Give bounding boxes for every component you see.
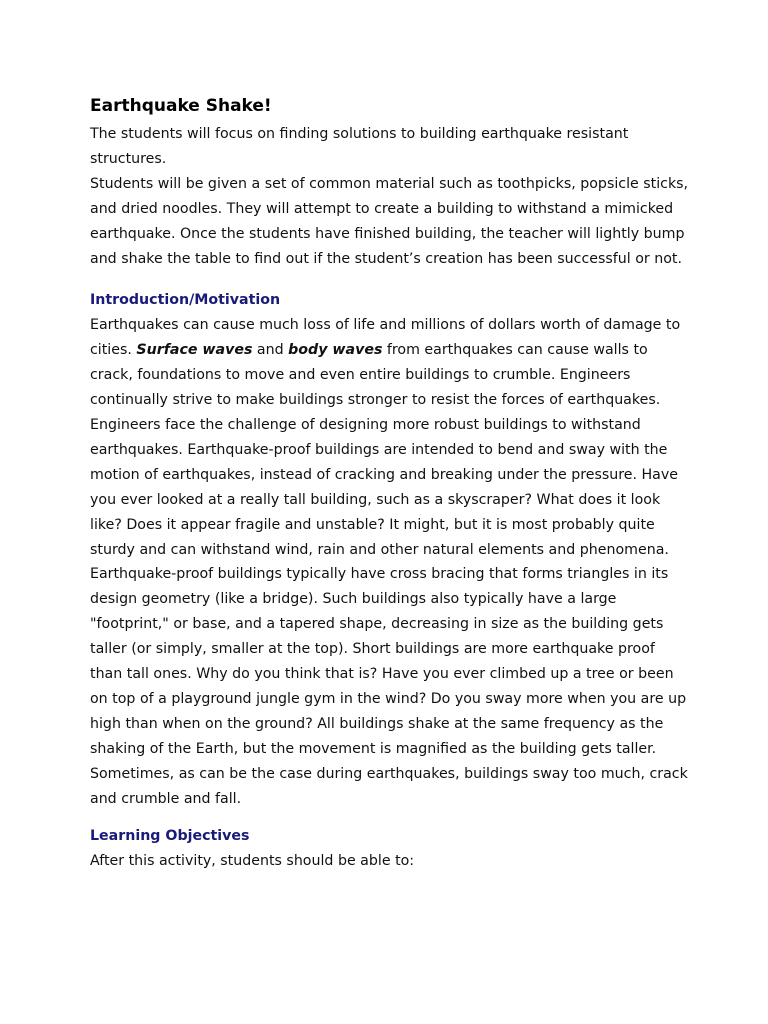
learning-objectives-paragraph: After this activity, students should be able to:: [90, 853, 415, 870]
introduction-paragraph-2: Engineers face the challenge of designing more robust buildings to withstand earthquakes. Earthquake-proof buildings are intended to bend and sway with the motion of earthquakes, instead of cracking and breaking under the pressure. Have you ever looked at a really tall building, such as a skyscraper? What does it look like? Does it appear fragile and unstable? It might, but it is most probably quite sturdy and can withstand wind, rain and other natural elements and phenomena. Earthquake-proof buildings typically have cross bracing that forms triangles in its design geometry (like a bridge). Such buildings also typically have a large "footprint," or base, and a tapered shape, decreasing in size as the building gets taller (or simply, smaller at the top). Short buildings are more earthquake proof than tall ones. Why do you think that is? Have you ever climbed up a tree or been on top of a playground jungle gym in the wind? Do you sway more when you are up high than when on the ground? All buildings shake at the same frequency as the shaking of the Earth, but the movement is magnified as the building gets taller. Sometimes, as can be the case during earthquakes, buildings sway too much, crack and crumble and fall.: [90, 416, 688, 807]
introduction-text-after: from earthquakes can cause walls to crack, foundations to move and even entire buildings to crumble. Engineers continually strive to make buildings stronger to resist the forces of earthquakes.: [90, 342, 661, 409]
introduction-paragraph-1: [90, 313, 690, 413]
section-heading-introduction: Introduction/Motivation: [90, 292, 281, 309]
term-body-waves: body waves: [288, 342, 383, 359]
introduction-text-before: Earthquakes can cause much loss of life and millions of dollars worth of damage to cities.: [90, 317, 681, 359]
section-heading-learning-objectives: Learning Objectives: [90, 828, 250, 845]
introduction-text-mid: and: [252, 342, 289, 359]
document-page: [90, 90, 690, 874]
document-title: Earthquake Shake!: [90, 96, 272, 116]
intro-paragraph-materials: Students will be given a set of common material such as toothpicks, popsicle sticks, and dried noodles. They will attempt to create a building to withstand a mimicked earthquake. Once the students have finished building, the teacher will lightly bump and shake the table to find out if the student’s creation has been successful or not.: [90, 175, 689, 267]
intro-paragraph-focus: The students will focus on finding solutions to building earthquake resistant structures.: [90, 126, 629, 167]
term-surface-waves: Surface waves: [136, 342, 253, 359]
